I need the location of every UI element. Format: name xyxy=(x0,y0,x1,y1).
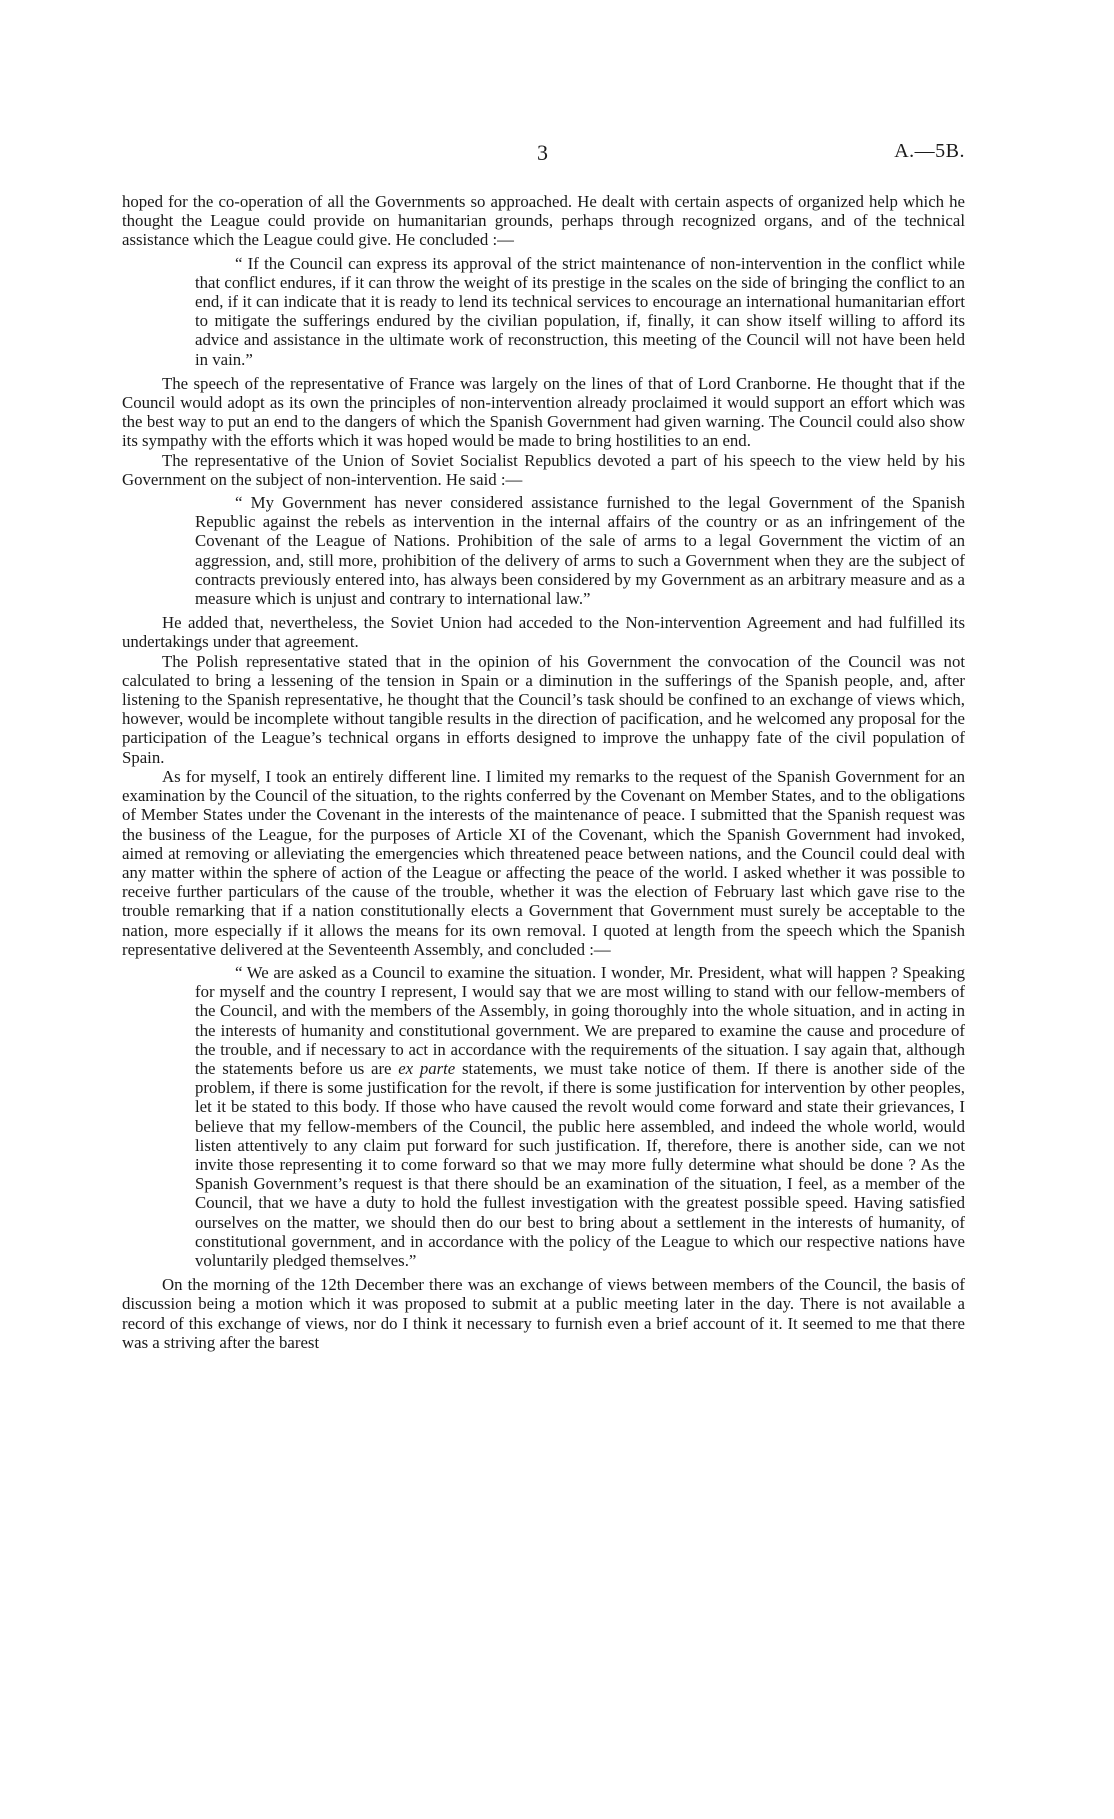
quotation-soviet xyxy=(195,493,965,608)
paragraph: On the morning of the 12th December there was an exchange of views between members of the Council, the basis of discussion being a motion which it was proposed to submit at a public meeting later in the day. There is not available a record of this exchange of views, nor do I think it necessary to furnish even a brief account of it. It seemed to me that there was a striving after the barest xyxy=(122,1275,965,1352)
paragraph: The Polish representative stated that in the opinion of his Government the convocation of the Council was not calculated to bring a lessening of the tension in Spain or a diminution in the sufferings of the Spanish people, and, after listening to the Spanish representative, he thought that the Council’s task should be confined to an exchange of views which, however, would be incomplete without tangible results in the direction of pacification, and he welcomed any proposal for the participation of the League’s technical organs in efforts designed to improve the unhappy fate of the civil population of Spain. xyxy=(122,651,965,767)
quote-text: “ If the Council can express its approval of the strict maintenance of non-intervention in the conflict while that conflict endures, if it can throw the weight of its prestige in the scales on the side of bringing the conflict to an end, if it can indicate that it is ready to lend its technical services to encourage an international humanitarian effort to mitigate the sufferings endured by the civilian population, if, finally, it can show itself willing to afford its advice and assistance in the ultimate work of reconstruction, this meeting of the Council will not have been held in vain.” xyxy=(195,253,965,369)
document-reference: A.—5B. xyxy=(894,140,965,162)
paragraph: He added that, nevertheless, the Soviet Union had acceded to the Non-intervention Agreement and had fulfilled its undertakings under that agreement. xyxy=(122,613,965,652)
quotation-cranborne xyxy=(195,254,965,369)
paragraph: The speech of the representative of France was largely on the lines of that of Lord Cranborne. He thought that if the Council would adopt as its own the principles of non-intervention already proclaimed it would support an effort which was the best way to put an end to the dangers of which the Spanish Government had given warning. The Council could also show its sympathy with the efforts which it was hoped would be made to bring hostilities to an end. xyxy=(122,373,965,451)
page-number: 3 xyxy=(537,140,548,165)
page-header xyxy=(120,140,965,170)
paragraph: hoped for the co-operation of all the Governments so approached. He dealt with certain aspects of organized help which he thought the League could provide on humanitarian grounds, perhaps through recognized organs, and of the technical assistance which the League could give. He concluded :— xyxy=(122,192,965,250)
quote-text xyxy=(195,963,965,1270)
quote-text: “ My Government has never considered assistance furnished to the legal Government of the Spanish Republic against the rebels as intervention in the internal affairs of the country or as an infringement of the Covenant of the League of Nations. Prohibition of the sale of arms to a legal Government the victim of an aggression, and, still more, prohibition of the delivery of arms to such a Government when they are the subject of contracts previously entered into, has always been considered by my Government as an arbitrary measure and as a measure which is unjust and contrary to international law.” xyxy=(195,493,965,609)
italic-phrase: ex parte xyxy=(398,1058,456,1078)
quotation-own-speech xyxy=(195,963,965,1270)
quote-part: “ We are asked as a Council to examine the situation. I wonder, Mr. President, what will happen ? Speaking for myself and the country I represent, I would say that we are most willing to stand with our fellow-members of the Council, and with the members of the Assembly, in going thoroughly into the whole situation, and in acting in the interests of humanity and constitutional government. We are prepared to examine the cause and procedure of the trouble, and if necessary to act in accordance with the requirements of the situation. I say again that, although the statements before us are xyxy=(195,962,965,1078)
quote-part: statements, we must take notice of them. If there is another side of the problem, if there is some justification for the revolt, if there is some justification for intervention by other peoples, let it be stated to this body. If those who have caused the revolt would come forward and state their grievances, I believe that my fellow-members of the Council, the public here assembled, and indeed the whole world, would listen attentively to any claim put forward for such justification. If, therefore, there is another side, can we not invite those representing it to come forward so that we may more fully determine what should be done ? As the Spanish Government’s request is that there should be an examination of the situation, I feel, as a member of the Council, that we have a duty to hold the fullest investigation with the greatest possible speed. Having satisfied ourselves on the matter, we should then do our best to bring about a settlement in the interests of humanity, of constitutional government, and in accordance with the policy of the League to which our respective nations have voluntarily pledged themselves.” xyxy=(195,1058,966,1270)
document-body xyxy=(122,192,965,1352)
paragraph: As for myself, I took an entirely different line. I limited my remarks to the request of the Spanish Government for an examination by the Council of the situation, to the rights conferred by the Covenant on Member States, and to the obligations of Member States under the Covenant in the interests of the maintenance of peace. I submitted that the Spanish request was the business of the League, for the purposes of Article XI of the Covenant, which the Spanish Government had invoked, aimed at removing or alleviating the emergencies which threatened peace between nations, and the Council could deal with any matter within the sphere of action of the League or affecting the peace of the world. I asked whether it was possible to receive further particulars of the cause of the trouble, whether it was the election of February last which gave rise to the trouble remarking that if a nation constitutionally elects a Government that Government must surely be acceptable to the nation, more especially if it allows the means for its own removal. I quoted at length from the speech which the Spanish representative delivered at the Seventeenth Assembly, and concluded :— xyxy=(122,766,965,959)
paragraph: The representative of the Union of Soviet Socialist Republics devoted a part of his speech to the view held by his Government on the subject of non-intervention. He said :— xyxy=(122,450,965,489)
